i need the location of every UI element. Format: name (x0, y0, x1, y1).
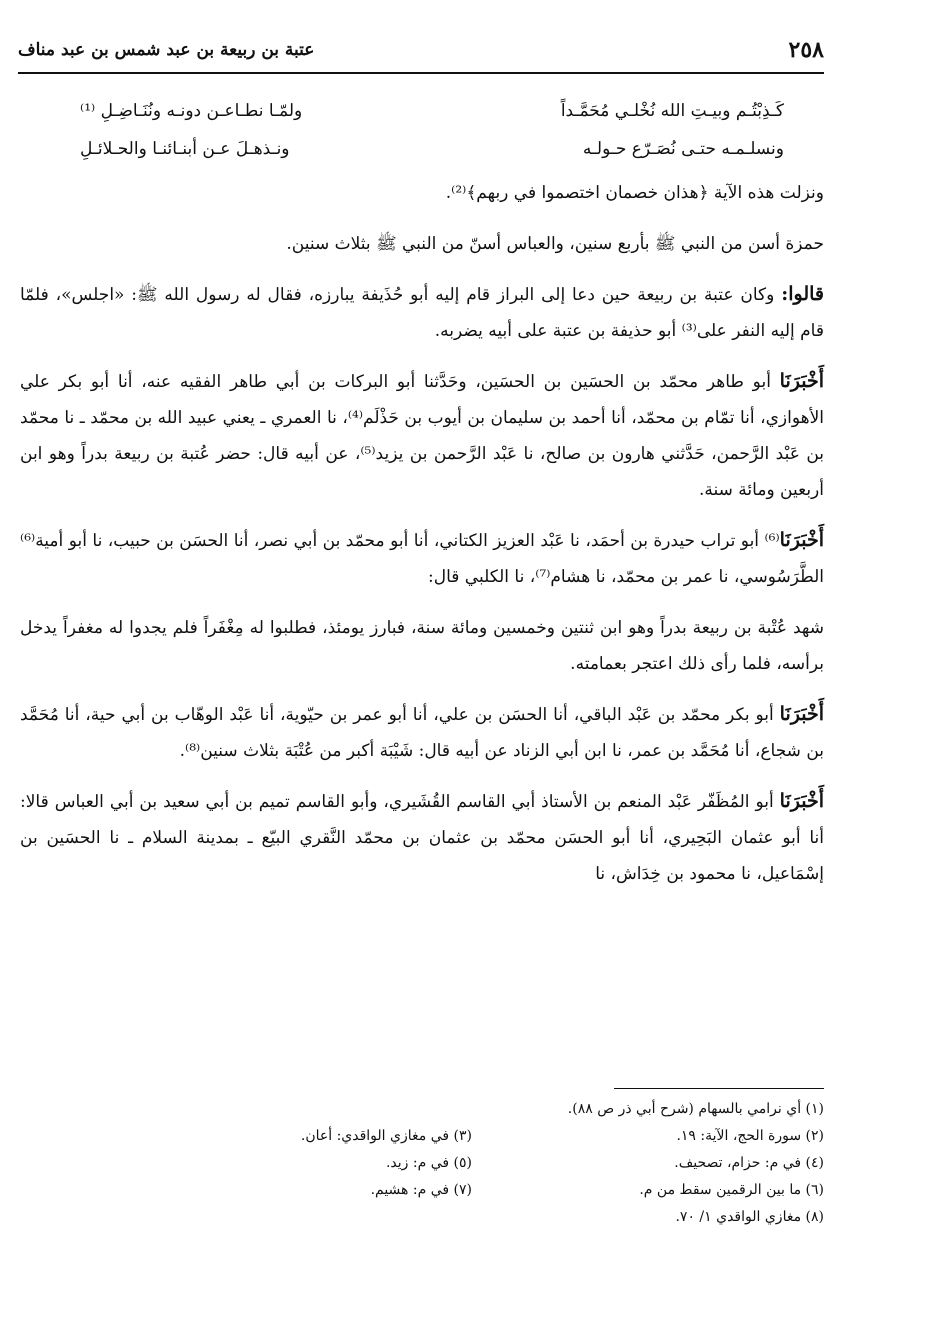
footnote: (٥) في م: زيد. (385, 1155, 472, 1171)
footnote: (٤) في م: حزام، تصحيف. (674, 1155, 824, 1171)
footnote: (١) أي نرامي بالسهام (شرح أبي ذر ص ٨٨). (567, 1101, 824, 1117)
footnote: (٣) في مغازي الواقدي: أعان. (300, 1128, 472, 1144)
poem-verse-2 (20, 130, 824, 168)
footnote: (٦) ما بين الرقمين سقط من م. (639, 1182, 824, 1198)
paragraph: أَخْبَرَنَا أبو بكر محمّد بن عَبْد الباقي، أنا الحسَن بن علي، أنا أبو عمر بن حيّوية، أنا عَبْد الوهّاب بن أبي حية، أنا مُحَمَّد بن شجاع، أنا مُحَمَّد بن عمر، نا ابن أبي الزناد عن أبيه قال: شَيْبَة أكبر من عُتْبَة بثلاث سنين⁽⁸⁾. (20, 703, 824, 761)
paragraph: حمزة أسن من النبي ﷺ بأربع سنين، والعباس أسنّ من النبي ﷺ بثلاث سنين. (286, 234, 824, 254)
footnote-row (120, 1123, 824, 1150)
footnote: (٢) سورة الحج، الآية: ١٩. (676, 1128, 824, 1144)
footnote-row (120, 1177, 824, 1204)
footnote-row (120, 1204, 824, 1231)
lead-word: أَخْبَرَنَا (779, 370, 824, 392)
footnote-row (120, 1096, 824, 1123)
footnote: (٧) في م: هشيم. (370, 1182, 472, 1198)
verse-hemistich: ونـذهـلَ عـن أبنـائنـا والحـلائـلِ (80, 139, 290, 159)
page-number: ٢٥٨ (788, 37, 824, 63)
lead-word: أَخْبَرَنَا (779, 703, 824, 725)
paragraph: أَخْبَرَنَا أبو طاهر محمّد بن الحسَين بن الحسَين، وحَدَّثنا أبو البركات بن أبي طاهر الفقيه عنه، أنا أبو بكر علي الأهوازي، أنا تمّام بن محمّد، أنا أحمد بن سليمان بن أيوب بن حَذْلَم⁽⁴⁾، نا العمري ـ يعني عبيد الله بن محمّد ـ نا محمّد بن عَبْد الرَّحمن، حَدَّثني هارون بن صالح، نا عَبْد الرَّحمن بن يزيد⁽⁵⁾، عن أبيه قال: حضر عُتبة بن ربيعة بدراً وهو ابن أربعين ومائة سنة. (20, 370, 824, 500)
footnote: (٨) مغازي الواقدي ١/ ٧٠. (675, 1209, 824, 1225)
verse-hemistich: ولمّـا نطـاعـن دونـه ونُنَـاضِـلِ ⁽¹⁾ (80, 101, 303, 121)
verse-hemistich: كَـذِبْتُـم وبيـتِ الله نُخْلـي مُحَمَّـداً (560, 101, 784, 121)
running-title: عتبة بن ربيعة بن عبد شمس بن عبد مناف (18, 40, 315, 60)
paragraph: قالوا: وكان عتبة بن ربيعة حين دعا إلى البراز قام إليه أبو حُذَيفة يبارزه، فقال له رسول الله ﷺ: «اجلس»، فلمّا قام إليه النفر على⁽³⁾ أبو حذيفة بن عتبة على أبيه يضربه. (20, 283, 824, 341)
paragraph: أَخْبَرَنَا⁽⁶⁾ أبو تراب حيدرة بن أحمَد، نا عَبْد العزيز الكتاني، أنا أبو محمّد بن أبي نصر، أنا الحسَن بن حبيب، نا أبو أمية⁽⁶⁾ الطَّرَسُوسي، نا عمر بن محمّد، نا هشام⁽⁷⁾، نا الكلبي قال: (20, 529, 824, 587)
lead-word: أَخْبَرَنَا (779, 529, 824, 551)
footnote (120, 1096, 472, 1123)
paragraph: أَخْبَرَنَا أبو المُظَفّر عَبْد المنعم بن الأستاذ أبي القاسم القُشَيري، وأبو القاسم تميم بن أبي سعيد بن أبي العباس قالا: أنا أبو عثمان البَحِيري، أنا أبو الحسَن محمّد بن عثمان بن محمّد النَّقري البيّع ـ بمدينة السلام ـ نا الحسَين بن إسْمَاعيل، نا محمود بن خِدَاش، نا (20, 790, 824, 884)
lead-word: أَخْبَرَنَا (779, 790, 824, 812)
poem-verse-1 (20, 92, 824, 130)
main-text (20, 92, 824, 906)
paragraph: ونزلت هذه الآية ﴿هذان خصمان اختصموا في ربهم﴾⁽²⁾. (445, 183, 824, 203)
verse-hemistich: ونسلـمـه حتـى نُصَـرّع حـولـه (582, 139, 784, 159)
footnote-row (120, 1150, 824, 1177)
page-header (18, 28, 824, 74)
footnote (120, 1204, 472, 1231)
lead-word: قالوا: (781, 283, 824, 305)
paragraph: شهد عُتْبة بن ربيعة بدراً وهو ابن ثنتين وخمسين ومائة سنة، فبارز يومئذ، فطلبوا له مِغْفَراً فلم يجدوا له مغفراً يدخل برأسه، فلما رأى ذلك اعتجر بعمامته. (20, 618, 824, 674)
footnote-separator (614, 1088, 824, 1089)
footnotes (120, 1096, 824, 1231)
